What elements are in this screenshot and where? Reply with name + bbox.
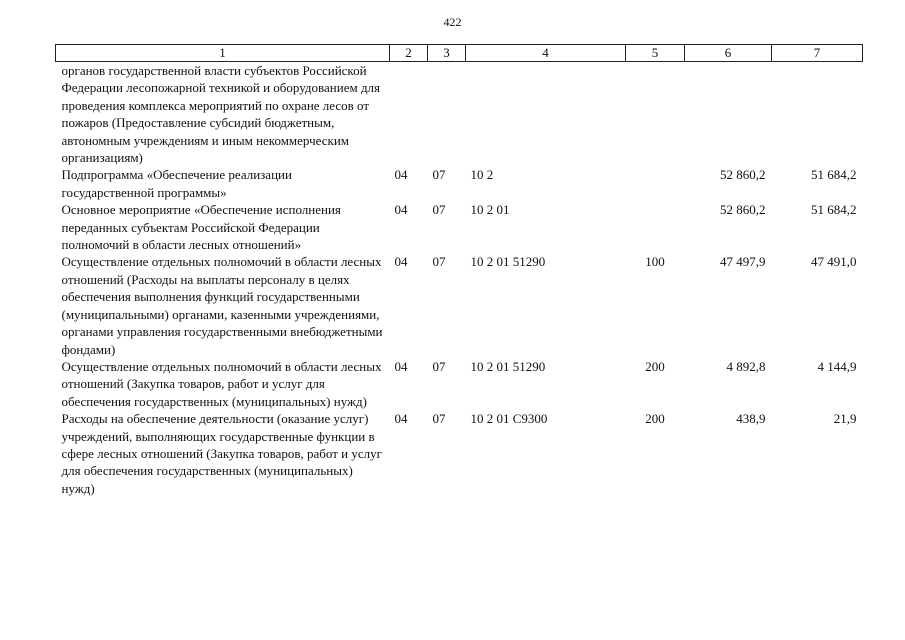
- row-amount-2: 21,9: [833, 411, 857, 427]
- page-number: 422: [443, 15, 462, 29]
- row-subsection: 07: [432, 411, 446, 427]
- row-amount-1: 438,9: [736, 411, 766, 427]
- row-target-article: 10 2 01 51290: [470, 254, 546, 270]
- table-row: [56, 410, 863, 497]
- row-amount-2: 47 491,0: [811, 254, 857, 270]
- header-col-6: 6: [685, 45, 772, 62]
- row-expense-type: [626, 201, 685, 253]
- row-name: Основное мероприятие «Обеспечение исполнения переданных субъектам Российской Федерации полномочий в области лесных отношений»: [61, 202, 341, 253]
- header-col-1: 1: [56, 45, 390, 62]
- row-amount-2: 4 144,9: [817, 358, 857, 374]
- budget-table: [55, 44, 863, 497]
- row-subsection: 07: [432, 167, 446, 183]
- table-row: [56, 358, 863, 410]
- row-section: 04: [394, 254, 408, 270]
- row-section: 04: [394, 202, 408, 218]
- row-name: органов государственной власти субъектов Российской Федерации лесопожарной техникой и оборудованием для проведения комплекса мероприятий по охране лесов от пожаров (Предоставление субсидий бюджетным, автономным учреждениям и иным некоммерческим организациям): [61, 63, 381, 166]
- row-name: Расходы на обеспечение деятельности (оказание услуг) учреждений, выполняющих государственные функции в сфере лесных отношений (Закупка товаров, работ и услуг для обеспечения государственных (муниципальных) нужд): [61, 411, 382, 496]
- row-name: Подпрограмма «Обеспечение реализации государственной программы»: [61, 167, 292, 200]
- row-name: Осуществление отдельных полномочий в области лесных отношений (Закупка товаров, работ и услуг для обеспечения государственных (муниципальных) нужд): [61, 358, 382, 409]
- header-row: [56, 45, 863, 62]
- table-row: [56, 201, 863, 253]
- header-col-3: 3: [428, 45, 466, 62]
- row-target-article: 10 2: [470, 167, 494, 183]
- table-body: [56, 62, 863, 498]
- row-section: 04: [394, 167, 408, 183]
- row-section: [390, 62, 428, 167]
- header-col-4: 4: [466, 45, 626, 62]
- row-expense-type: [626, 62, 685, 167]
- table-header: [56, 45, 863, 62]
- row-expense-type: 200: [645, 411, 665, 427]
- row-amount-1: 4 892,8: [726, 358, 766, 374]
- row-amount-1: 52 860,2: [720, 202, 766, 218]
- row-amount-1: 47 497,9: [720, 254, 766, 270]
- row-amount-2: 51 684,2: [811, 167, 857, 183]
- row-target-article: 10 2 01: [470, 202, 510, 218]
- table-row: [56, 253, 863, 357]
- row-name: Осуществление отдельных полномочий в области лесных отношений (Расходы на выплаты персоналу в целях обеспечения выполнения функций государственными (муниципальными) органами, казенными учреждениями, органами управления государственными внебюджетными фондами): [61, 254, 383, 357]
- table-row: [56, 166, 863, 201]
- header-col-2: 2: [390, 45, 428, 62]
- table-row: [56, 62, 863, 167]
- header-col-7: 7: [772, 45, 863, 62]
- row-expense-type: 100: [645, 254, 665, 270]
- row-target-article: [466, 62, 626, 167]
- row-amount-2: 51 684,2: [811, 202, 857, 218]
- row-subsection: [428, 62, 466, 167]
- row-expense-type: 200: [645, 358, 665, 374]
- header-col-5: 5: [626, 45, 685, 62]
- row-subsection: 07: [432, 358, 446, 374]
- row-target-article: 10 2 01 С9300: [470, 411, 548, 427]
- row-target-article: 10 2 01 51290: [470, 358, 546, 374]
- row-amount-1: 52 860,2: [720, 167, 766, 183]
- row-section: 04: [394, 411, 408, 427]
- row-subsection: 07: [432, 202, 446, 218]
- row-amount-1: [685, 62, 772, 167]
- row-section: 04: [394, 358, 408, 374]
- row-expense-type: [626, 166, 685, 201]
- row-amount-2: [772, 62, 863, 167]
- row-subsection: 07: [432, 254, 446, 270]
